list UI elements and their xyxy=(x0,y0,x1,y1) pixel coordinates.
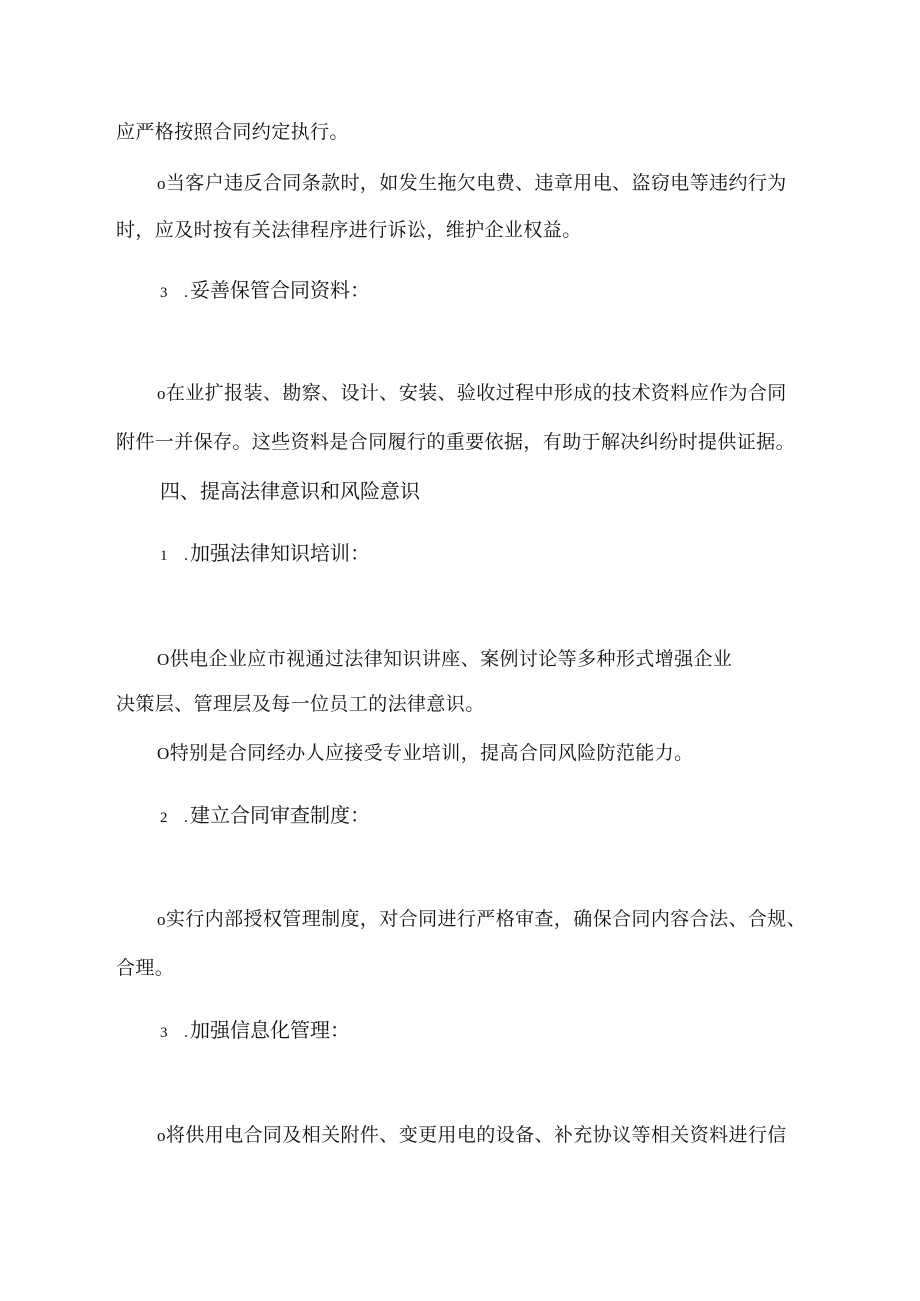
subheading xyxy=(160,1017,350,1046)
bullet-paragraph xyxy=(157,1123,787,1148)
text: 实行内部授权管理制度，对合同进行严格审查，确保合同内容合法、合规、 xyxy=(165,908,807,930)
bullet-paragraph xyxy=(157,171,787,196)
heading-dot: . xyxy=(184,809,188,826)
heading-dot: . xyxy=(184,547,188,564)
bullet-paragraph xyxy=(157,647,732,672)
bullet-marker: O xyxy=(157,744,170,763)
heading-number: 2 xyxy=(160,810,168,826)
heading-number: 3 xyxy=(160,1025,168,1041)
bullet-marker: o xyxy=(157,174,166,193)
bullet-marker: O xyxy=(157,650,170,669)
bullet-marker: o xyxy=(157,384,166,403)
heading-text: 加强信息化管理： xyxy=(190,1018,350,1042)
bullet-paragraph xyxy=(157,907,806,932)
heading-number: 3 xyxy=(160,285,168,301)
text: 特别是合同经办人应接受专业培训，提高合同风险防范能力。 xyxy=(169,742,694,764)
text: 决策层、管理层及每一位员工的法律意识。 xyxy=(116,693,485,715)
text: 附件一并保存。这些资料是合同履行的重要依据，有助于解决纠纷时提供证据。 xyxy=(116,431,796,453)
bullet-marker: o xyxy=(157,910,166,929)
paragraph-line xyxy=(116,956,174,980)
subheading xyxy=(160,277,370,306)
section-title: 四、提高法律意识和风险意识 xyxy=(160,479,420,503)
heading-dot: . xyxy=(184,284,188,301)
heading-number: 1 xyxy=(160,548,168,564)
bullet-marker: o xyxy=(157,1126,166,1145)
text: 供电企业应市视通过法律知识讲座、案例讨论等多种形式增强企业 xyxy=(169,648,733,670)
text: 当客户违反合同条款时，如发生拖欠电费、违章用电、盗窃电等违约行为 xyxy=(165,172,787,194)
text: 应严格按照合同约定执行。 xyxy=(116,121,349,143)
bullet-paragraph xyxy=(157,741,694,766)
heading-dot: . xyxy=(184,1024,188,1041)
paragraph-line xyxy=(116,120,349,144)
text: 将供用电合同及相关附件、变更用电的设备、补充协议等相关资料进行信 xyxy=(165,1124,787,1146)
text: 在业扩报装、勘察、设计、安装、验收过程中形成的技术资料应作为合同 xyxy=(165,382,787,404)
text: 合理。 xyxy=(116,957,175,979)
paragraph-line xyxy=(116,430,795,454)
subheading xyxy=(160,802,370,831)
text: 时，应及时按有关法律程序进行诉讼，维护企业权益。 xyxy=(116,219,582,241)
paragraph-line xyxy=(116,218,582,242)
subheading xyxy=(160,540,370,569)
heading-text: 妥善保管合同资料： xyxy=(190,278,370,302)
paragraph-line xyxy=(116,692,485,716)
bullet-paragraph xyxy=(157,381,787,406)
heading-text: 加强法律知识培训： xyxy=(190,541,370,565)
heading-text: 建立合同审查制度： xyxy=(190,803,370,827)
